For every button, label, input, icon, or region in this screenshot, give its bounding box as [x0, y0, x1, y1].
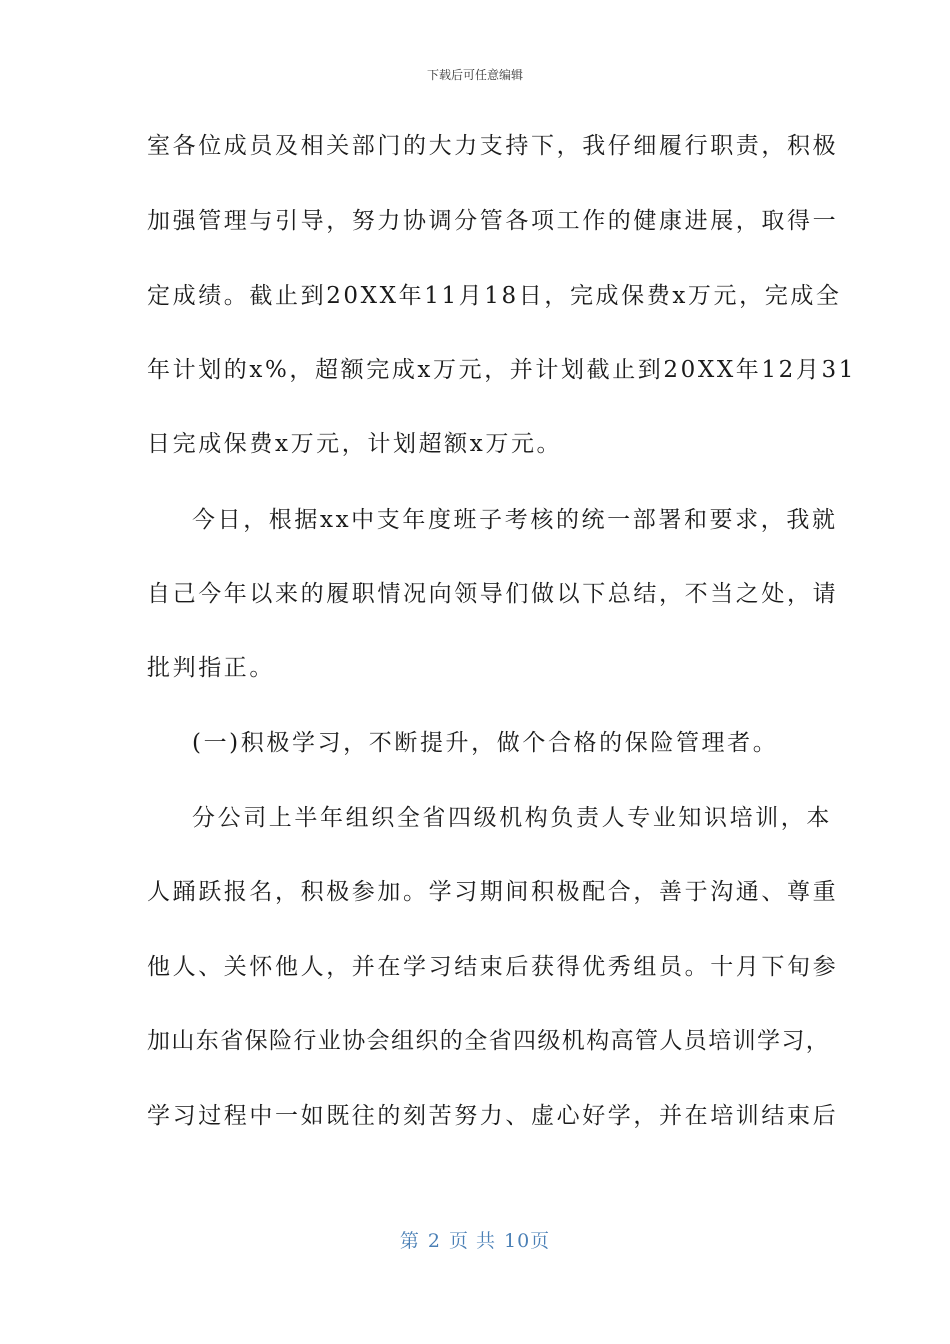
- text-line: 自己今年以来的履职情况向领导们做以下总结，不当之处，请: [147, 581, 839, 607]
- text-line: 学习过程中一如既往的刻苦努力、虚心好学，并在培训结束后: [147, 1103, 839, 1129]
- page-number-footer: [0, 1226, 950, 1253]
- text-line: 定成绩。截止到20XX年11月18日，完成保费x万元，完成全: [147, 283, 842, 309]
- text-line: 室各位成员及相关部门的大力支持下，我仔细履行职责，积极: [147, 133, 839, 159]
- page-prefix: 第: [399, 1230, 420, 1252]
- text-line: 加山东省保险行业协会组织的全省四级机构高管人员培训学习，: [147, 1028, 831, 1054]
- text-line: 批判指正。: [147, 655, 275, 681]
- current-page-number: 2: [427, 1230, 441, 1252]
- paragraph-first-line: 今日，根据xx中支年度班子考核的统一部署和要求，我就: [192, 507, 838, 533]
- text-line: 加强管理与引导，努力协调分管各项工作的健康进展，取得一: [147, 208, 839, 234]
- page-header: 下载后可任意编辑: [426, 68, 523, 82]
- paragraph-first-line: 分公司上半年组织全省四级机构负责人专业知识培训，本: [192, 805, 832, 831]
- text-line: 他人、关怀他人，并在学习结束后获得优秀组员。十月下旬参: [147, 954, 839, 980]
- total-pages: 10页: [503, 1230, 551, 1252]
- text-line: 日完成保费x万元，计划超额x万元。: [147, 431, 563, 457]
- section-heading: (一)积极学习，不断提升，做个合格的保险管理者。: [192, 730, 779, 756]
- text-line: 年计划的x%，超额完成x万元，并计划截止到20XX年12月31: [147, 357, 856, 383]
- text-line: 人踊跃报名，积极参加。学习期间积极配合，善于沟通、尊重: [147, 879, 839, 905]
- page-middle-text: 页 共: [448, 1230, 496, 1252]
